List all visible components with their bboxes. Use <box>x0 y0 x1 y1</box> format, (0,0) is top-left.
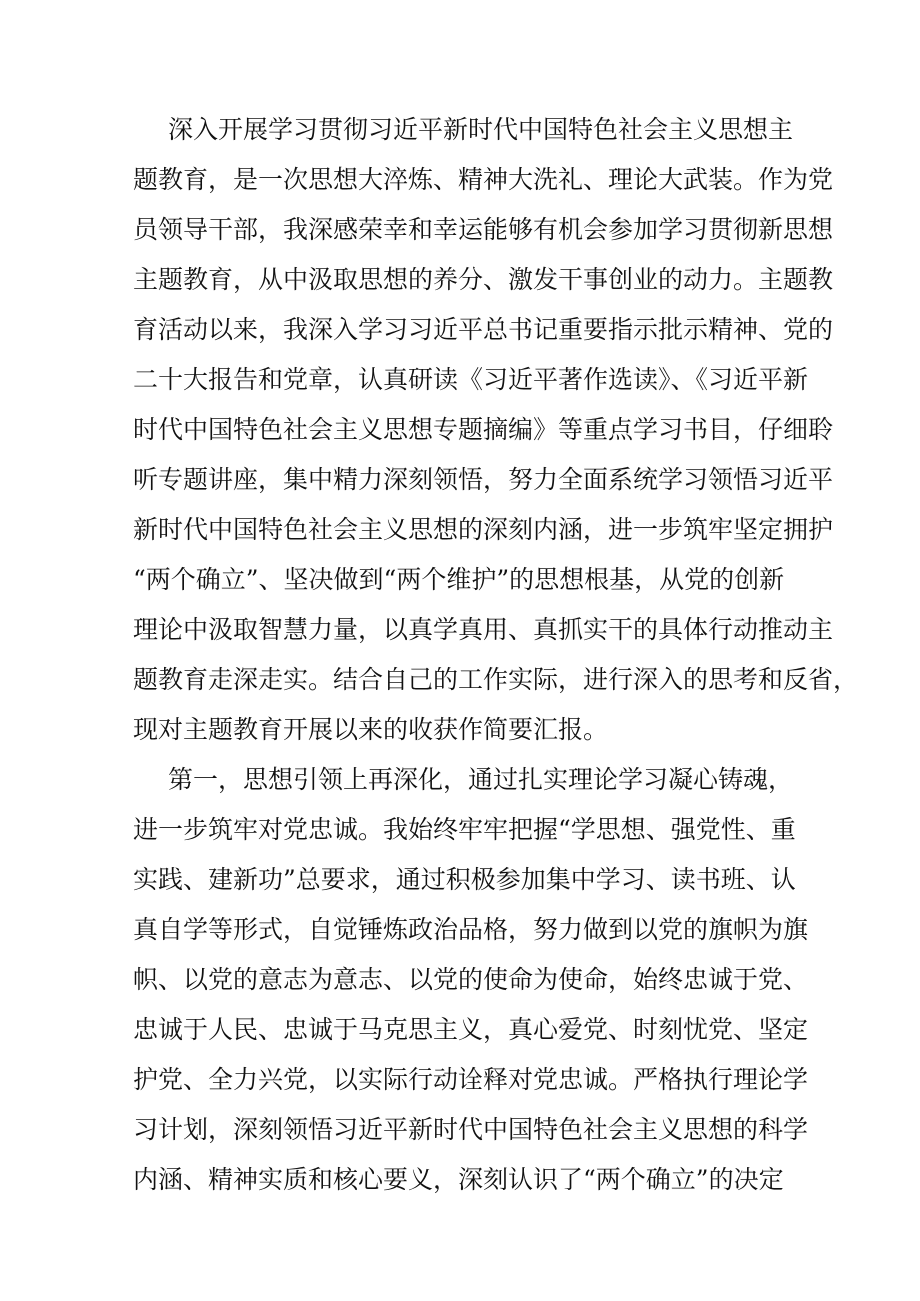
paragraph-1-line-10: “两个确立”、坚决做到“两个维护”的思想根基，从党的创新 <box>133 565 785 594</box>
paragraph-2-line-9: 内涵、精神实质和核心要义，深刻认识了“两个确立”的决定 <box>133 1165 784 1194</box>
paragraph-1-line-3: 员领导干部，我深感荣幸和幸运能够有机会参加学习贯彻新思想 <box>133 215 834 244</box>
paragraph-1-line-6: 二十大报告和党章，认真研读《习近平著作选读》、《习近平新 <box>133 365 809 394</box>
paragraph-2-line-7: 护党、全力兴党，以实际行动诠释对党忠诚。严格执行理论学 <box>133 1065 809 1094</box>
paragraph-2-line-8: 习计划，深刻领悟习近平新时代中国特色社会主义思想的科学 <box>133 1115 809 1144</box>
paragraph-1-line-2: 题教育，是一次思想大淬炼、精神大洗礼、理论大武装。作为党 <box>133 165 834 194</box>
paragraph-1-line-1: 深入开展学习贯彻习近平新时代中国特色社会主义思想主 <box>168 115 794 144</box>
paragraph-1-line-5: 育活动以来，我深入学习习近平总书记重要指示批示精神、党的 <box>133 315 834 344</box>
paragraph-1-line-8: 听专题讲座，集中精力深刻领悟，努力全面系统学习领悟习近平 <box>133 465 834 494</box>
paragraph-2-line-5: 帜、以党的意志为意志、以党的使命为使命，始终忠诚于党、 <box>133 965 809 994</box>
paragraph-1-line-9: 新时代中国特色社会主义思想的深刻内涵，进一步筑牢坚定拥护 <box>133 515 834 544</box>
paragraph-1-line-11: 理论中汲取智慧力量，以真学真用、真抓实干的具体行动推动主 <box>133 615 834 644</box>
paragraph-1-line-7: 时代中国特色社会主义思想专题摘编》等重点学习书目，仔细聆 <box>133 415 834 444</box>
paragraph-2-line-1: 第一，思想引领上再深化，通过扎实理论学习凝心铸魂， <box>168 765 794 794</box>
paragraph-1-line-13: 现对主题教育开展以来的收获作简要汇报。 <box>133 715 609 744</box>
paragraph-2-line-3: 实践、建新功”总要求，通过积极参加集中学习、读书班、认 <box>133 865 796 894</box>
paragraph-2-line-2: 进一步筑牢对党忠诚。我始终牢牢把握“学思想、强党性、重 <box>133 815 796 844</box>
paragraph-2-line-6: 忠诚于人民、忠诚于马克思主义，真心爱党、时刻忧党、坚定 <box>133 1015 809 1044</box>
paragraph-1-line-4: 主题教育，从中汲取思想的养分、激发干事创业的动力。主题教 <box>133 265 834 294</box>
paragraph-1-line-12: 题教育走深走实。结合自己的工作实际，进行深入的思考和反省， <box>133 665 859 694</box>
paragraph-2-line-4: 真自学等形式，自觉锤炼政治品格，努力做到以党的旗帜为旗 <box>133 915 809 944</box>
